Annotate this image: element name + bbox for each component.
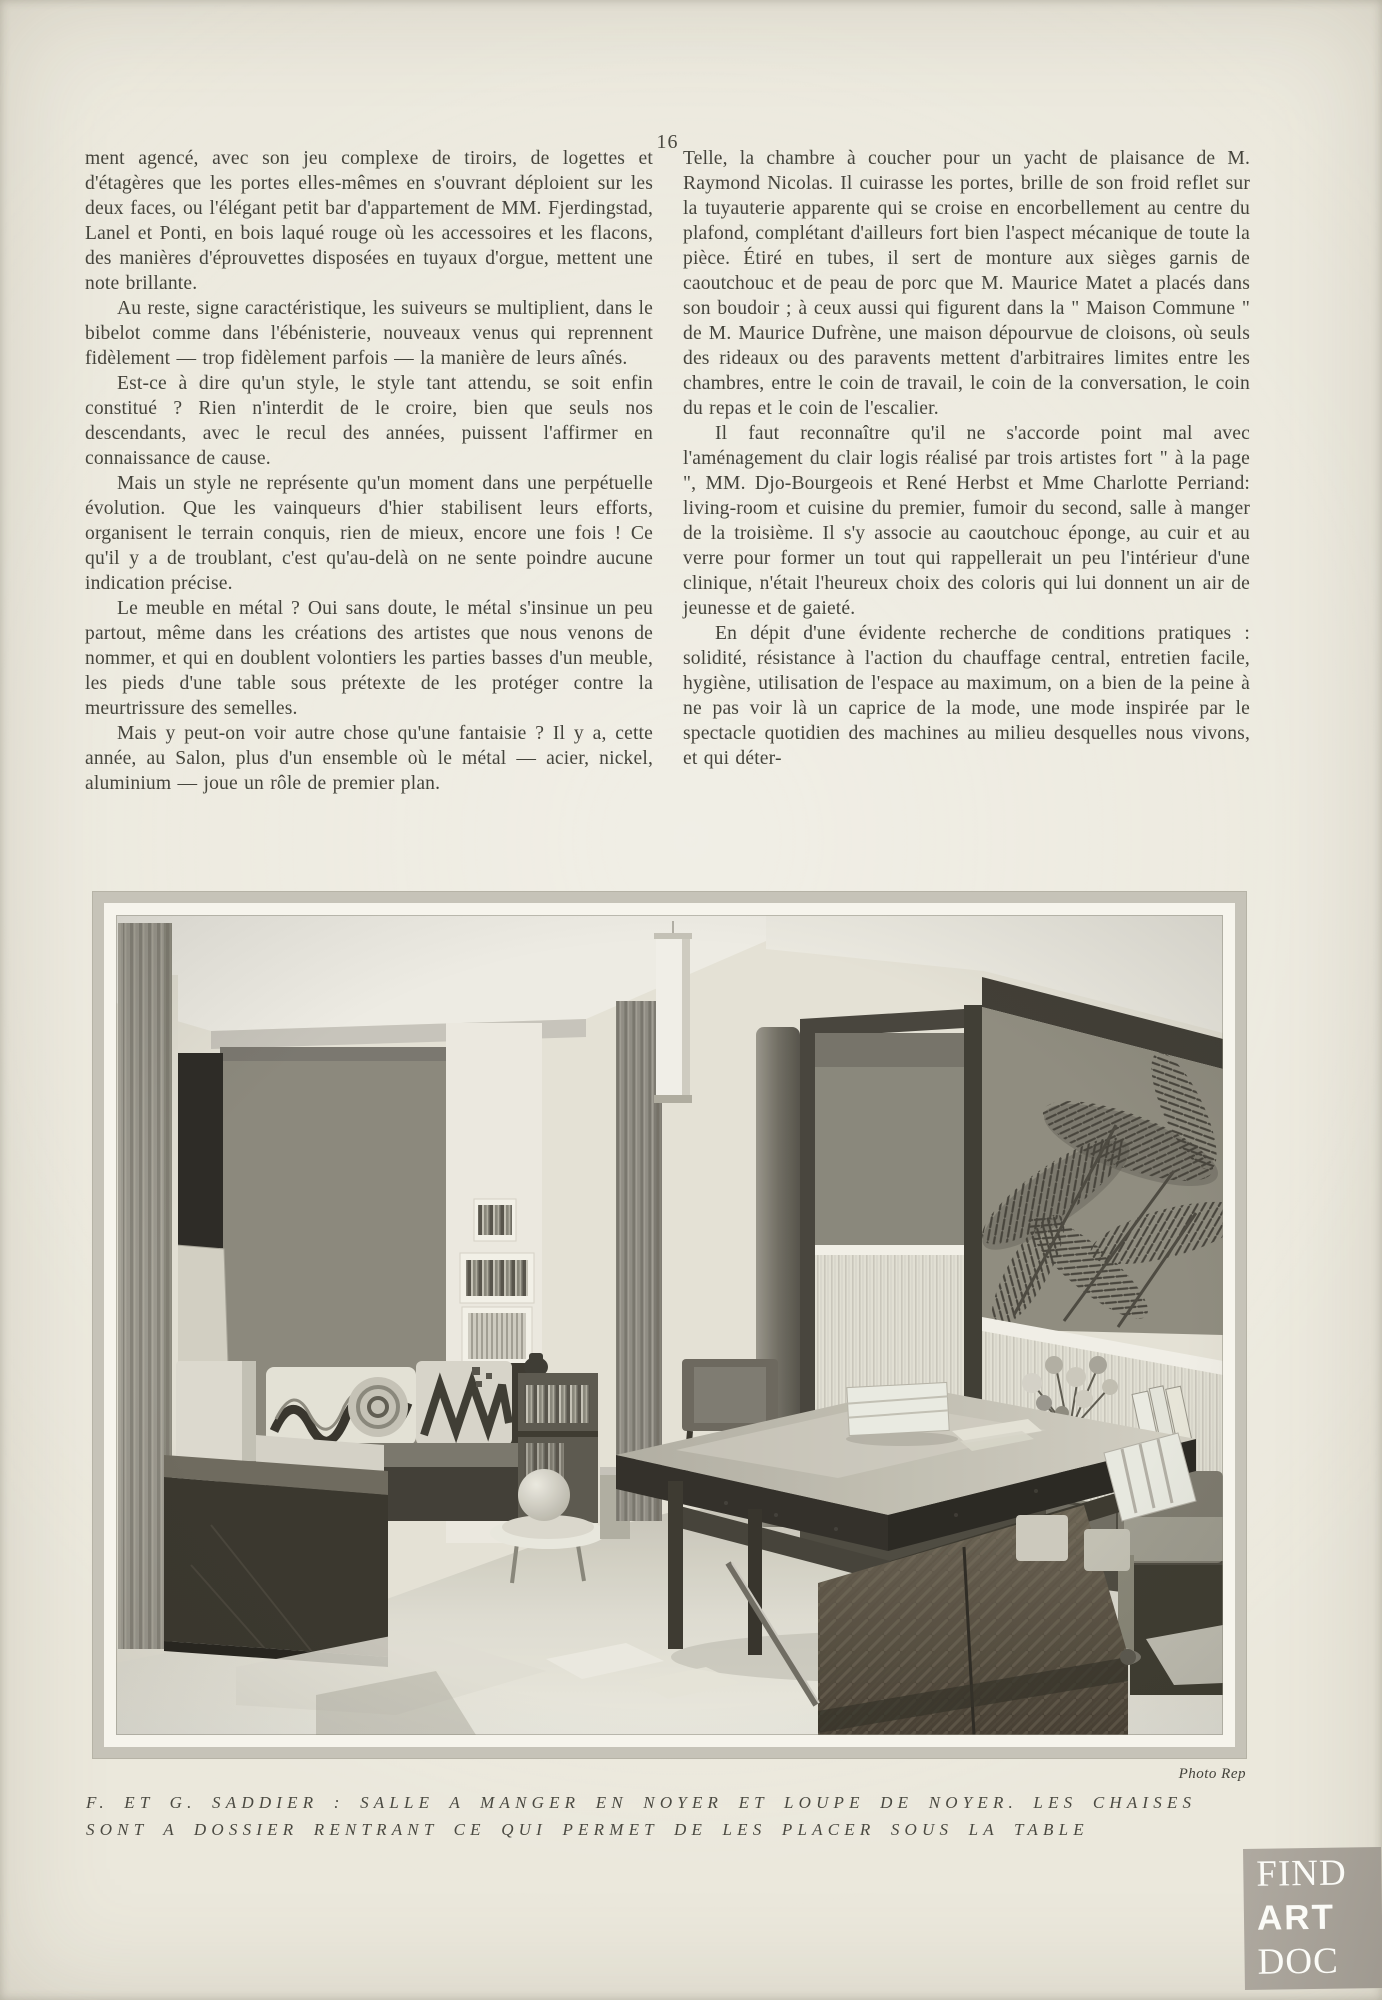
watermark-line-art: ART [1256,1897,1336,1938]
dining-room-photo [93,892,1246,1758]
paragraph: Il faut reconnaître qu'il ne s'accorde point mal avec l'aménagement du clair logis réalisé par trois artistes fort " à la page ", MM. Djo-Bourgeois et René Herbst et Mme Charlotte Perriand: living-room et cuisine du premier, fumoir du second, salle à manger de la troisième. Il s'y associe au caoutchouc éponge, au cuir et au verre pour former un tout qui rappellerait un peu l'intérieur d'une clinique, n'était l'heureux choix des coloris qui lui donnent un air de jeunesse et de gaieté. [683,423,1250,619]
paragraph: Est-ce à dire qu'un style, le style tant attendu, se soit enfin constitué ? Rien n'interdit de le croire, bien que seuls nos descendants, avec le recul des années, puissent l'affirmer en connaissance de cause. [85,373,653,469]
paragraph: Telle, la chambre à coucher pour un yacht de plaisance de M. Raymond Nicolas. Il cuirasse les portes, brille de son froid reflet sur la tuyauterie apparente qui se croise en encorbellement au centre du plafond, complétant d'ailleurs fort bien l'aspect mécanique de toute la pièce. Étiré en tubes, il sert de monture aux sièges garnis de caoutchouc et de peau de porc que M. Maurice Matet a placés dans son boudoir ; à ceux aussi qui figurent dans la " Maison Commune " de M. Maurice Dufrène, une maison dépourvue de cloisons, où seuls des rideaux ou des paravents mettent d'arbitraires limites entre les chambres, entre le coin de travail, le coin de la conversation, le coin du repas et le coin de l'escalier. [683,148,1250,419]
paragraph: Au reste, signe caractéristique, les suiveurs se multiplient, dans le bibelot comme dans l'ébénisterie, nouveaux venus qui reprennent fidèlement — trop fidèlement parfois — la manière de leurs aînés. [85,298,653,369]
paragraph: Mais y peut-on voir autre chose qu'une fantaisie ? Il y a, cette année, au Salon, plus d'un ensemble où le métal — acier, nickel, aluminium — joue un rôle de premier plan. [85,723,653,794]
caption-line-2: SONT A DOSSIER RENTRANT CE QUI PERMET DE LES PLACER SOUS LA TABLE [86,1820,1089,1839]
watermark-line-doc: DOC [1257,1940,1340,1983]
paragraph: Le meuble en métal ? Oui sans doute, le métal s'insinue un peu partout, même dans les créations des artistes que nous venons de nommer, et qui en doublent volontiers les parties basses d'un meuble, les pieds d'une table sous prétexte de les protéger contre la meurtrissure des semelles. [85,598,653,719]
left-column [85,146,653,796]
right-column [683,146,1250,771]
paragraph: ment agencé, avec son jeu complexe de tiroirs, de logettes et d'étagères que les portes elles-mêmes en s'ouvrant déploient sur les deux faces, ou l'élégant petit bar d'appartement de MM. Fjerdingstad, Lanel et Ponti, en bois laqué rouge où les accessoires et les flacons, des manières d'éprouvettes disposées en tuyaux d'orgue, mettent une note brillante. [85,148,653,294]
paragraph: En dépit d'une évidente recherche de conditions pratiques : solidité, résistance à l'action du chauffage central, entretien facile, hygiène, utilisation de l'espace au maximum, on a bien de la peine à ne pas voir là un caprice de la mode, une mode inspirée par le spectacle quotidien des machines au milieu desquelles nous vivons, et qui déter- [683,623,1250,769]
photo-credit: Photo Rep [1178,1766,1246,1782]
dining-room-photo-illustration [116,915,1223,1735]
photo-caption [86,1789,1196,1843]
watermark-line-find: FIND [1256,1852,1347,1895]
caption-line-1: F. ET G. SADDIER : SALLE A MANGER EN NOYER ET LOUPE DE NOYER. LES CHAISES [86,1793,1197,1812]
paragraph: Mais un style ne représente qu'un moment dans une perpétuelle évolution. Que les vainqueurs d'hier stabilisent leurs efforts, organisent le terrain conquis, rien de mieux, encore une fois ! Ce qu'il y a de troublant, c'est qu'au-delà on ne sente poindre aucune indication précise. [85,473,653,594]
findartdoc-watermark [1243,1847,1382,1990]
page-number: 16 [656,131,679,153]
